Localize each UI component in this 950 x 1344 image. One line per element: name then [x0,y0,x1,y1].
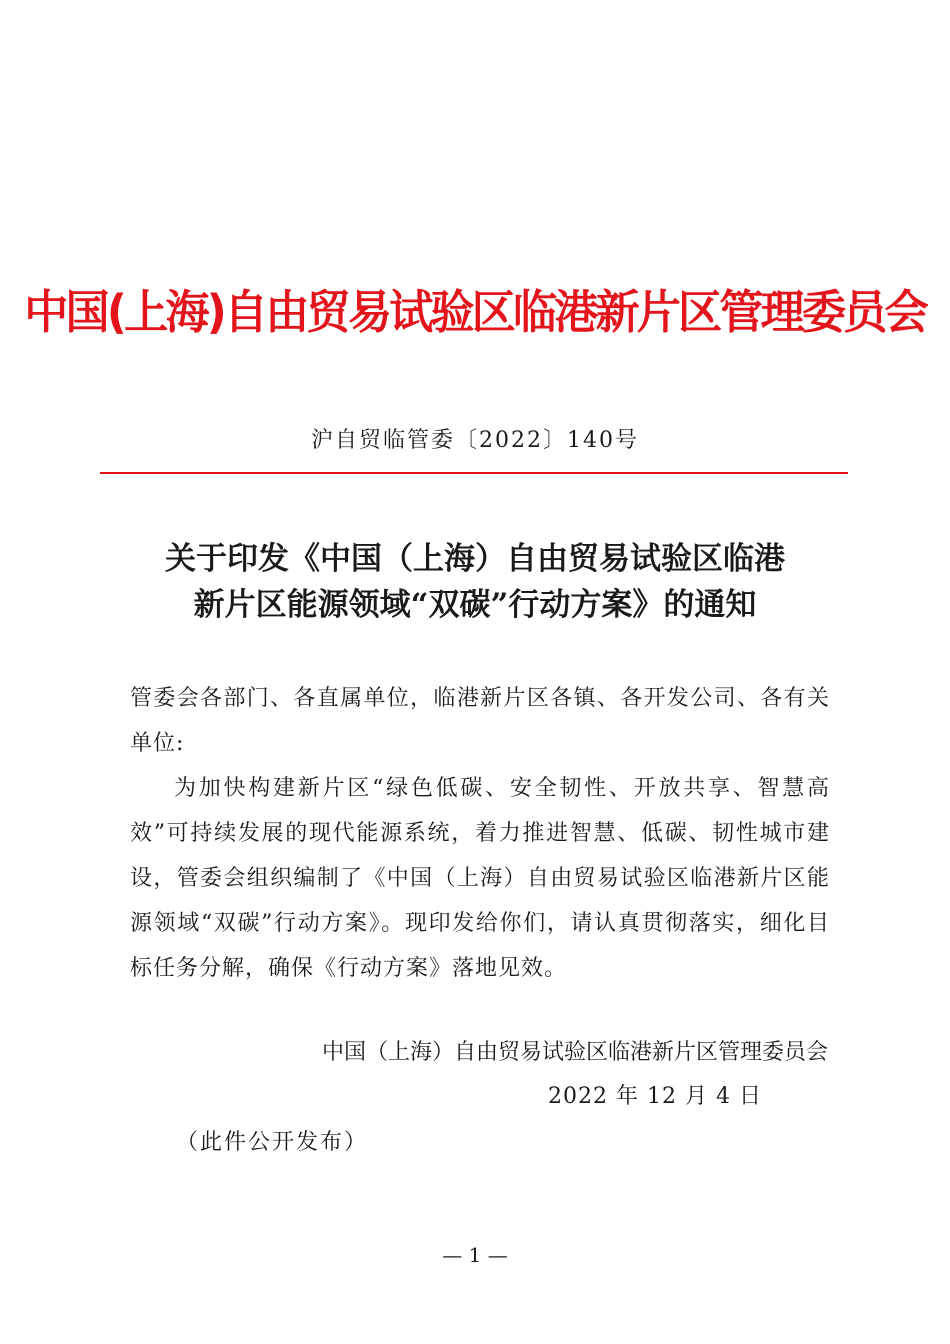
signature-organization: 中国（上海）自由贸易试验区临港新片区管理委员会 [321,1040,828,1065]
document-number: 沪自贸临管委〔2022〕140号 [311,428,639,453]
issuing-organization-header: 中国(上海)自由贸易试验区临港新片区管理委员会 [24,285,926,339]
body-paragraph: 为加快构建新片区“绿色低碳、安全韧性、开放共享、智慧高效”可持续发展的现代能源系统，着力推进智慧、低碳、韧性城市建设，管委会组织编制了《中国（上海）自由贸易试验区临港新片区能源领域“双碳”行动方案》。现印发给你们，请认真贯彻落实，细化目标任务分解，确保《行动方案》落地见效。 [130,776,830,981]
signature-date: 2022 年 12 月 4 日 [548,1084,762,1109]
document-body [130,676,830,991]
page-number: — 1 — [442,1243,508,1267]
addressee: 管委会各部门、各直属单位，临港新片区各镇、各开发公司、各有关单位: [130,686,830,756]
title-line-2: 新片区能源领域“双碳”行动方案》的通知 [193,587,757,623]
red-divider-line [100,472,848,474]
document-title [0,536,950,628]
publication-note: （此件公开发布） [176,1130,369,1155]
title-line-1: 关于印发《中国（上海）自由贸易试验区临港 [165,541,785,577]
